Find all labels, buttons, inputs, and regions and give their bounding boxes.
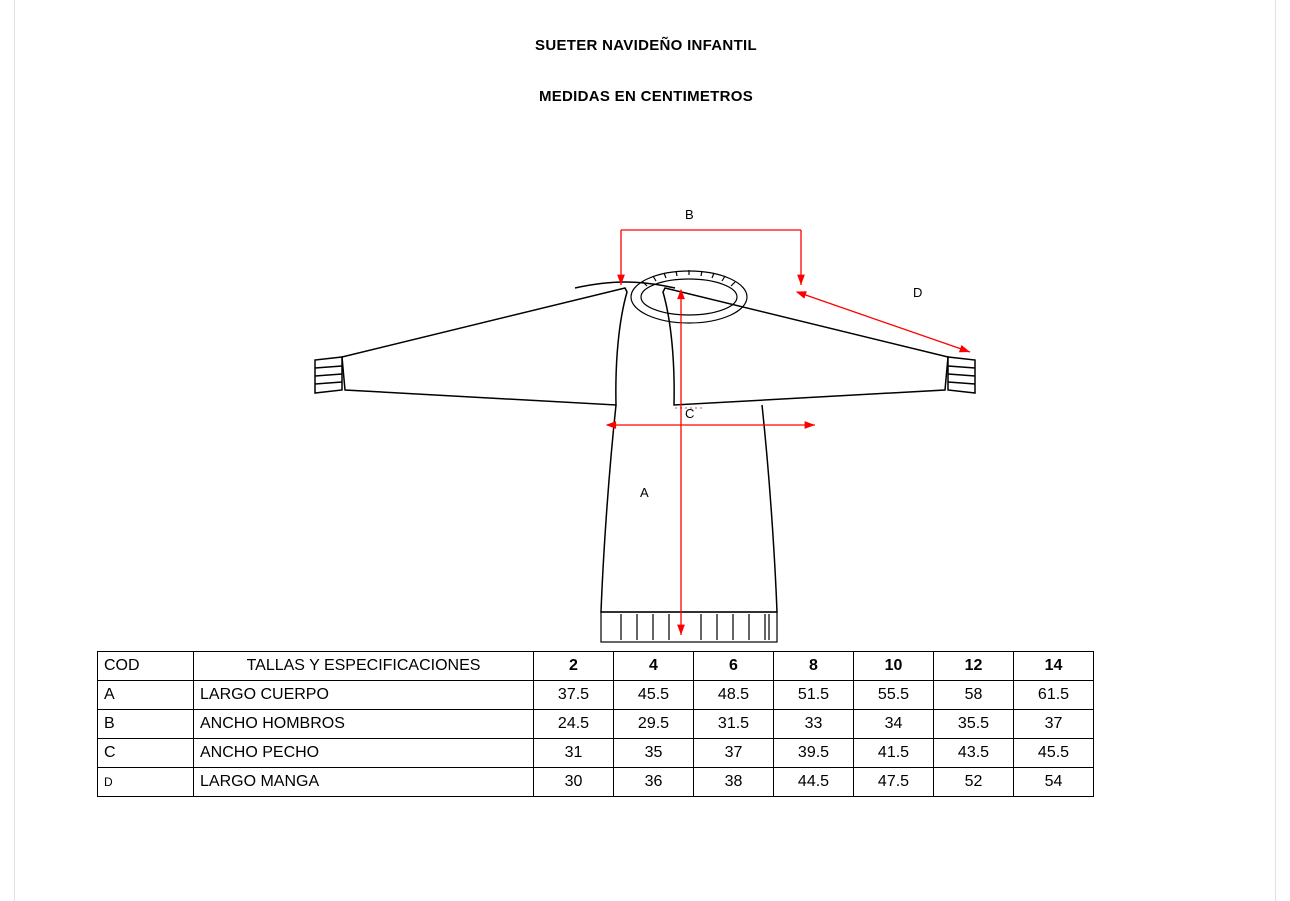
row-value: 29.5 bbox=[614, 710, 694, 739]
row-value: 38 bbox=[694, 768, 774, 797]
row-value: 34 bbox=[854, 710, 934, 739]
measure-label-c: C bbox=[685, 406, 695, 421]
table-header-row bbox=[98, 652, 1094, 681]
table-row bbox=[98, 681, 1094, 710]
row-value: 55.5 bbox=[854, 681, 934, 710]
measure-label-a: A bbox=[640, 485, 649, 500]
measure-b bbox=[621, 230, 801, 285]
row-value: 61.5 bbox=[1014, 681, 1094, 710]
row-description: ANCHO PECHO bbox=[194, 739, 534, 768]
row-value: 35 bbox=[614, 739, 694, 768]
row-value: 31 bbox=[534, 739, 614, 768]
table-row bbox=[98, 768, 1094, 797]
row-value: 52 bbox=[934, 768, 1014, 797]
row-value: 37 bbox=[694, 739, 774, 768]
page-subtitle: MEDIDAS EN CENTIMETROS bbox=[538, 88, 754, 105]
row-cod: A bbox=[98, 681, 194, 710]
row-value: 45.5 bbox=[614, 681, 694, 710]
hem-ribbing bbox=[601, 612, 777, 642]
header-size-8: 8 bbox=[774, 652, 854, 681]
row-value: 37 bbox=[1014, 710, 1094, 739]
row-value: 45.5 bbox=[1014, 739, 1094, 768]
measure-label-b: B bbox=[685, 207, 694, 222]
header-size-10: 10 bbox=[854, 652, 934, 681]
header-size-4: 4 bbox=[614, 652, 694, 681]
measure-d bbox=[797, 292, 970, 352]
row-description: ANCHO HOMBROS bbox=[194, 710, 534, 739]
measurements-table bbox=[97, 651, 1094, 797]
row-value: 48.5 bbox=[694, 681, 774, 710]
drawing-sheet bbox=[14, 0, 1276, 901]
row-value: 43.5 bbox=[934, 739, 1014, 768]
row-value: 44.5 bbox=[774, 768, 854, 797]
row-value: 30 bbox=[534, 768, 614, 797]
header-size-12: 12 bbox=[934, 652, 1014, 681]
header-size-14: 14 bbox=[1014, 652, 1094, 681]
header-size-2: 2 bbox=[534, 652, 614, 681]
row-value: 51.5 bbox=[774, 681, 854, 710]
table-row bbox=[98, 710, 1094, 739]
row-cod: B bbox=[98, 710, 194, 739]
row-description: LARGO MANGA bbox=[194, 768, 534, 797]
row-description: LARGO CUERPO bbox=[194, 681, 534, 710]
row-cod: D bbox=[98, 768, 194, 797]
row-value: 37.5 bbox=[534, 681, 614, 710]
row-value: 36 bbox=[614, 768, 694, 797]
row-value: 54 bbox=[1014, 768, 1094, 797]
row-value: 33 bbox=[774, 710, 854, 739]
page-title: SUETER NAVIDEÑO INFANTIL bbox=[535, 37, 757, 54]
sweater-outline bbox=[315, 282, 975, 612]
neckline bbox=[631, 270, 747, 323]
row-value: 24.5 bbox=[534, 710, 614, 739]
row-cod: C bbox=[98, 739, 194, 768]
table-row bbox=[98, 739, 1094, 768]
row-value: 31.5 bbox=[694, 710, 774, 739]
header-cod: COD bbox=[98, 652, 194, 681]
measure-label-d: D bbox=[913, 285, 923, 300]
row-value: 39.5 bbox=[774, 739, 854, 768]
sweater-technical-drawing bbox=[15, 180, 1277, 650]
row-value: 41.5 bbox=[854, 739, 934, 768]
header-size-6: 6 bbox=[694, 652, 774, 681]
header-description: TALLAS Y ESPECIFICACIONES bbox=[194, 652, 534, 681]
row-value: 35.5 bbox=[934, 710, 1014, 739]
row-value: 58 bbox=[934, 681, 1014, 710]
row-value: 47.5 bbox=[854, 768, 934, 797]
